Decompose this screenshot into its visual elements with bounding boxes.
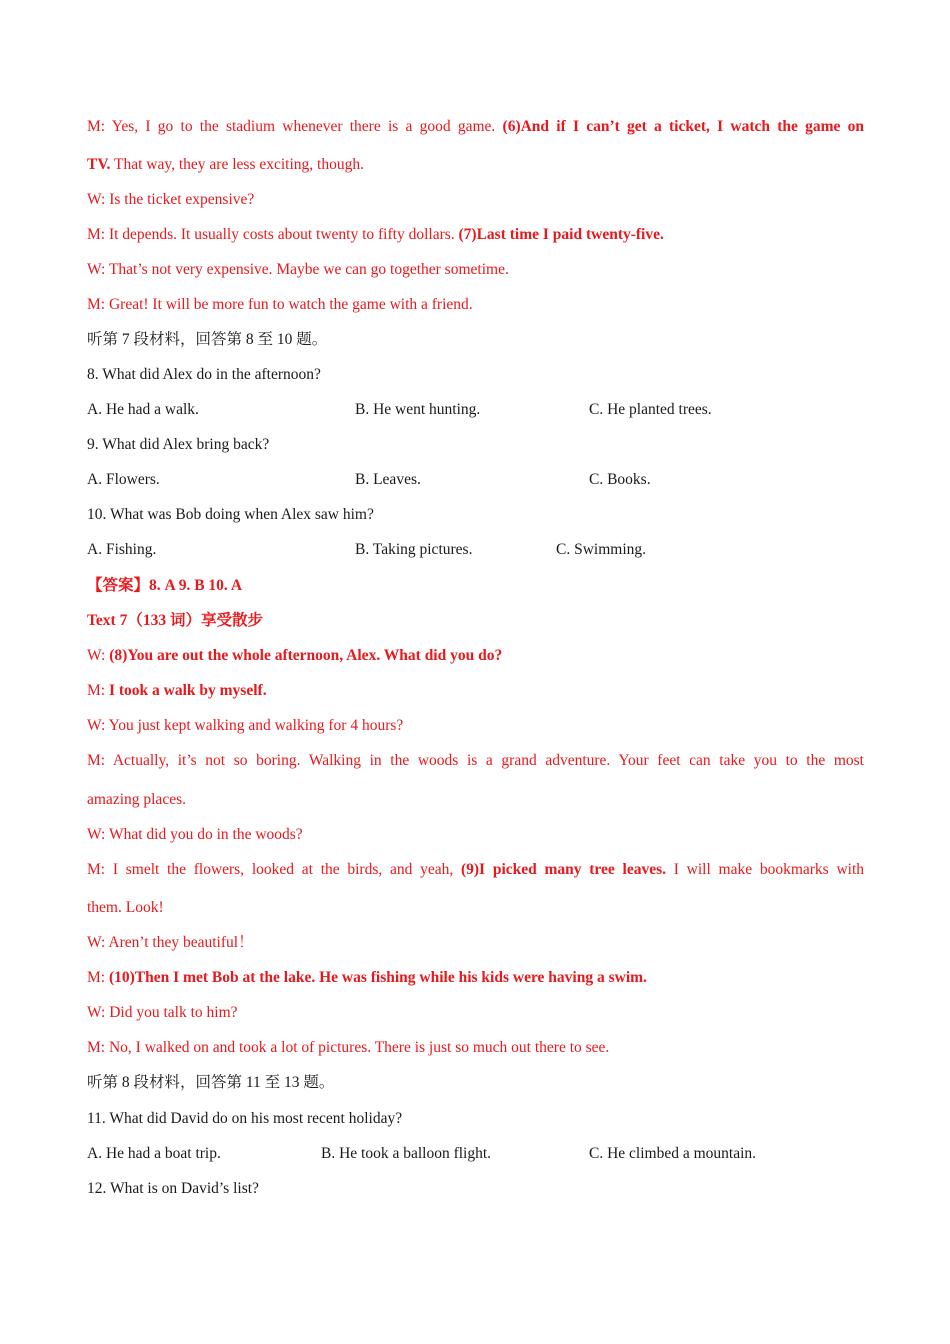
option-a: A. He had a walk. xyxy=(87,401,199,418)
option-b: B. Leaves. xyxy=(355,471,421,488)
question-stem: 9. What did Alex bring back? xyxy=(87,436,270,453)
transcript-line xyxy=(87,225,864,245)
transcript-line xyxy=(87,117,864,137)
option-a: A. Fishing. xyxy=(87,541,157,558)
option-c: C. He climbed a mountain. xyxy=(589,1145,757,1162)
text-title: Text 7（133 词）享受散步 xyxy=(87,612,263,629)
option-c: C. Books. xyxy=(589,471,651,488)
transcript-line: W: What did you do in the woods? xyxy=(87,826,303,843)
transcript-line: W: Did you talk to him? xyxy=(87,1004,238,1021)
option-c: C. He planted trees. xyxy=(589,401,712,418)
transcript-line: W: Aren’t they beautiful！ xyxy=(87,934,254,951)
transcript-line xyxy=(87,968,864,988)
option-a: A. He had a boat trip. xyxy=(87,1145,221,1162)
transcript-line: them. Look! xyxy=(87,899,164,916)
option-b: B. He went hunting. xyxy=(355,401,481,418)
answer-highlight: (10)Then I met Bob at the lake. He was fishing while his kids were having a swim. xyxy=(108,969,647,986)
transcript-line: W: That’s not very expensive. Maybe we can go together sometime. xyxy=(87,261,509,278)
transcript-line xyxy=(87,155,864,175)
transcript-line xyxy=(87,860,864,880)
answer-highlight: (6)And if I can’t get a ticket, I watch the game on xyxy=(502,118,865,135)
transcript-line: amazing places. xyxy=(87,791,186,808)
section-intro: 听第 7 段材料，回答第 8 至 10 题。 xyxy=(87,331,328,348)
answer-highlight: TV. xyxy=(87,156,111,173)
answer-highlight: I took a walk by myself. xyxy=(108,682,267,699)
transcript-text: M: I smelt the flowers, looked at the birds, and yeah, xyxy=(87,861,461,878)
transcript-text: That way, they are less exciting, though. xyxy=(110,156,364,173)
section-intro: 听第 8 段材料，回答第 11 至 13 题。 xyxy=(87,1074,335,1091)
question-stem: 12. What is on David’s list? xyxy=(87,1180,259,1197)
speaker-label: M: xyxy=(87,682,109,699)
answer-highlight: (8)You are out the whole afternoon, Alex. What did you do? xyxy=(109,647,503,664)
transcript-text: M: Yes, I go to the stadium whenever there is a good game. xyxy=(87,118,503,135)
answer-key: 【答案】8. A 9. B 10. A xyxy=(87,577,243,594)
transcript-text: I will make bookmarks with xyxy=(666,861,864,878)
question-stem: 11. What did David do on his most recent holiday? xyxy=(87,1110,403,1127)
speaker-label: M: xyxy=(87,969,109,986)
transcript-line: W: You just kept walking and walking for 4 hours? xyxy=(87,717,404,734)
transcript-line xyxy=(87,681,864,701)
speaker-label: W: xyxy=(87,647,110,664)
option-a: A. Flowers. xyxy=(87,471,160,488)
option-c: C. Swimming. xyxy=(556,541,647,558)
transcript-line: M: No, I walked on and took a lot of pictures. There is just so much out there to see. xyxy=(87,1039,610,1056)
question-stem: 8. What did Alex do in the afternoon? xyxy=(87,366,321,383)
transcript-line: M: Great! It will be more fun to watch the game with a friend. xyxy=(87,296,473,313)
option-b: B. He took a balloon flight. xyxy=(321,1145,492,1162)
transcript-text: M: It depends. It usually costs about twenty to fifty dollars. xyxy=(87,226,459,243)
option-b: B. Taking pictures. xyxy=(355,541,473,558)
transcript-line xyxy=(87,646,864,666)
question-stem: 10. What was Bob doing when Alex saw him? xyxy=(87,506,374,523)
answer-highlight: (7)Last time I paid twenty-five. xyxy=(458,226,664,243)
answer-highlight: (9)I picked many tree leaves. xyxy=(460,861,667,878)
transcript-line: W: Is the ticket expensive? xyxy=(87,191,255,208)
transcript-line: M: Actually, it’s not so boring. Walking in the woods is a grand adventure. Your feet can take you to the most xyxy=(87,752,864,769)
